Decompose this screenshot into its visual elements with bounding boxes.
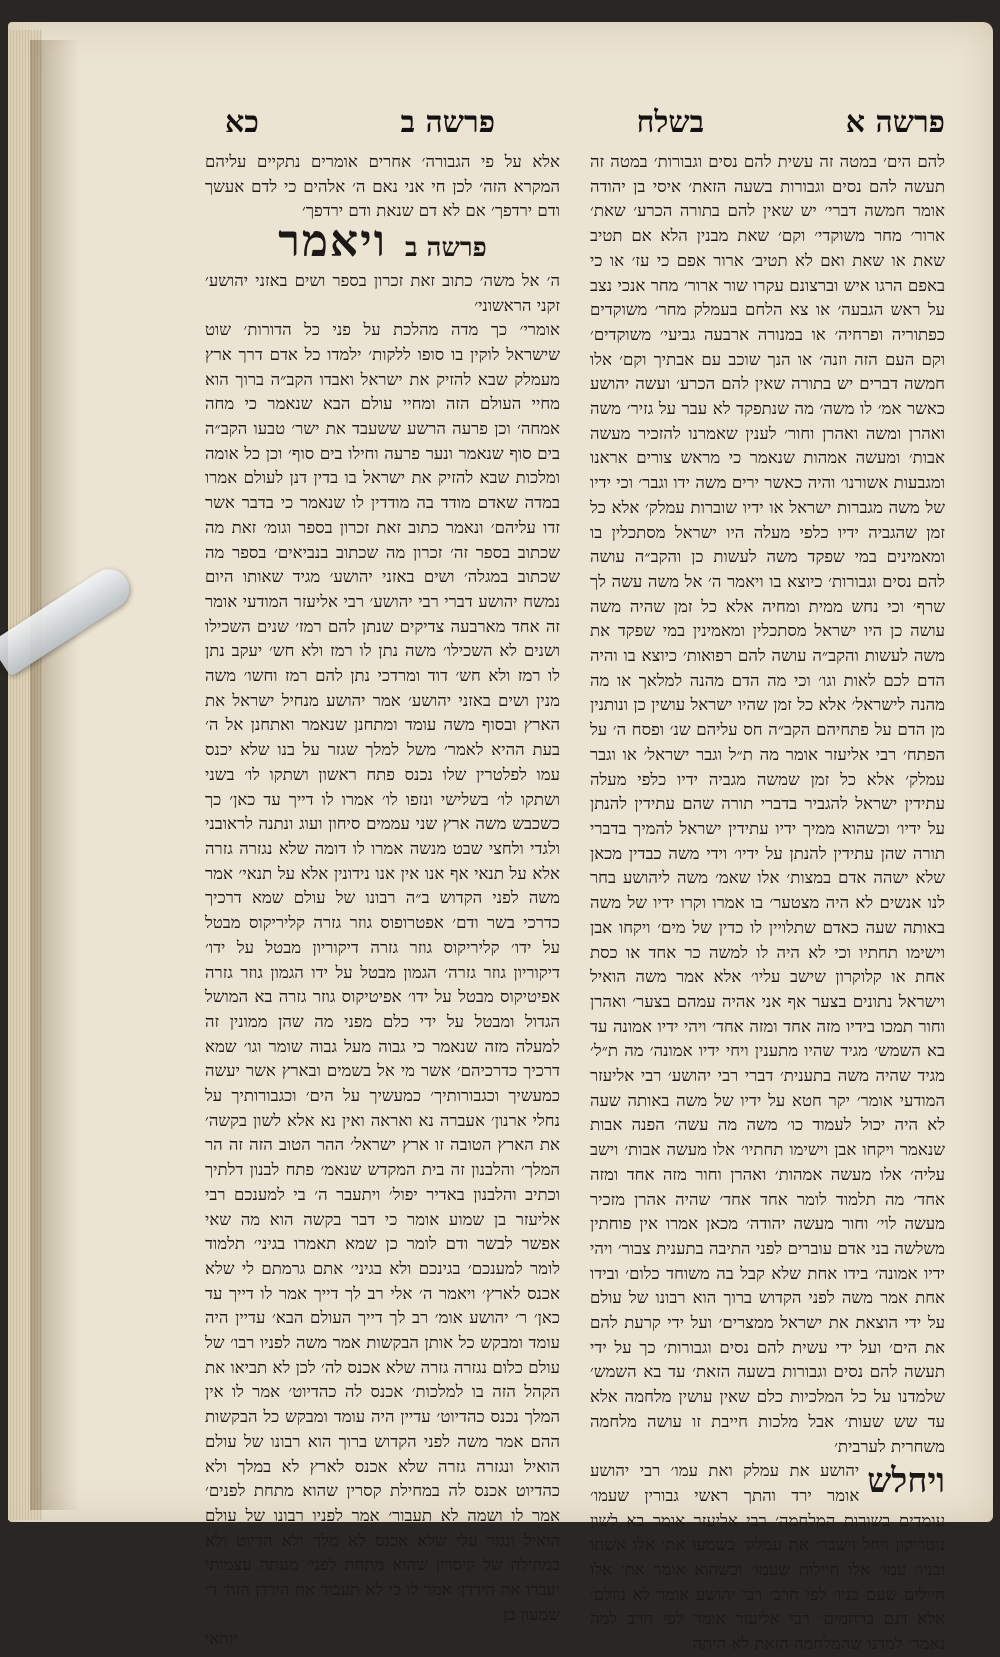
catchword: יוחאי: [205, 1629, 238, 1649]
right-column-section: [590, 1459, 945, 1657]
section-heading: [205, 216, 560, 268]
right-column-section-text: יהושע את עמלק ואת עמו׳ רבי יהושע אומר ירד והתך ראשי גבורין שעמו׳ עומדים בשורות המלחמה׳ רבי אליעזר אומר בא לשון נוטריקון ויחל וישבר׳ את עמלק׳ כשמעו את׳ אלו אשתו ובניו׳ עמו׳ אלו חיילות שעמו׳ וכשהוא אומר את׳ אלו חיילים שעם בניו׳ לפי חרב׳ רבי יהושע אומר לא נוולם׳ אלא דנם ברחמים׳ רבי אליעזר אומר לפי חרב למה נאמר׳ למדנו שהמלחמה הזאת לא היתה: [590, 1461, 945, 1654]
left-column-body: אומרי׳ כך מדה מהלכת על פני כל הדורות׳ שוט שישראל לוקין בו סופו ללקות׳ ילמדו כל אדם דרך ארץ מעמלק שבא להזיק את ישראל ואבדו הקב״ה ברוך הוא מחיי העולם הזה ומחיי עולם הבא שנאמר כי מחה אמחה׳ וכן פרעה הרשע ששעבד את ישר׳ טבעו הקב״ה בים סוף שנאמר ונער פרעה וחילו בים סוף׳ וכן כל אומה ומלכות שבא להזיק את ישראל בו בדין דנן לעולם אמרו במדה שאדם מודד בה מודדין לו שנאמר כי בדבר אשר זדו עליהם׳ ונאמר כתוב זאת זכרון בספר וגומ׳ זאת מה שכתוב בספר זה׳ זכרון מה שכתוב בנביאים׳ בספר מה שכתוב במגלה׳ ושים באזני יהושע׳ מגיד שאותו היום נמשח יהושע דברי רבי יהושע׳ רבי אליעזר המודעי אומר זה אחד מארבעה צדיקים שנתן להם רמז׳ שנים השכילו ושנים לא השכילו׳ משה נתן לו רמז ולא חש׳ יעקב נתן לו רמז ולא חש׳ דוד ומרדכי נתן להם רמז וחשו׳ משה מנין ושים באזני יהושע׳ אמר יהושע מנחיל ישראל את הארץ ובסוף משה עומד ומתחנן שנאמר ואתחנן אל ה׳ בעת ההיא לאמר׳ משל למלך שגזר על בנו שלא יכנס עמו לפלטרין שלו נכנס פתח ראשון ושתקו לו׳ בשני ושתקו לו׳ בשלישי ונזפו לו׳ אמרו לו דייך עד כאן׳ כך כשכבש משה ארץ שני עממים סיחון ועוג ונתנה לראובני ולגדי ולחצי שבט מנשה אמרו לו דומה שלא נגזרה גזרה אלא על תנאי אף אנו אין אנו נידונין אלא על תנאי׳ אמר משה לפני הקדוש ב״ה רבונו של עולם שמא דרכיך כדרכי בשר ודם׳ אפטרופוס גוזר גזרה קליריקוס מבטל על ידו׳ קליריקוס גוזר גזרה דיקוריון מבטל על ידו׳ דיקוריון גוזר גזרה׳ הגמון מבטל על ידו הגמון גוזר גזרה אפיטיקוס מבטל על ידו׳ אפיטיקוס גוזר גזרה בא המושל הגדול ומבטל על ידי כלם מפני מה שהן ממונין זה למעלה מזה שנאמר כי גבוה מעל גבוה שומר וגו׳ שמא דרכיך כדרכיהם׳ אשר מי אל בשמים ובארץ אשר יעשה כמעשיך וכגבורותיך׳ כמעשיך על הים׳ וכגבורותיך על נחלי ארנון׳ אעברה נא ואראה ואין נא אלא לשון בקשה׳ את הארץ הטובה זו ארץ ישראל׳ ההר הטוב הזה זה הר המלך׳ והלבנון זה בית המקדש שנאמ׳ פתח לבנון דלתיך וכתיב והלבנון באדיר יפול׳ ויתעבר ה׳ בי למענכם רבי אליעזר בן שמוע אומר כי דבר בקשה הוא מה שאי אפשר לבשר ודם לומר כן שמא תאמרו בגיני׳ תלמוד לומר למענכם׳ בגינכם ולא בגיני׳ אתם גרמתם לי שלא אכנס לארץ׳ ויאמר ה׳ אלי רב לך דייך אמר לו דייך עד כאן׳ ר׳ יהושע אומ׳ רב לך דייך העולם הבא׳ עדיין היה עומד ומבקש כל אותן הבקשות אמר משה לפניו רבו׳ של עולם כלום נגזרה גזרה שלא אכנס לה׳ לכן לא תביאו את הקהל הזה בו למלכות׳ אכנס לה כהדיוט׳ אמר לו אין המלך נכנס כהדיוט׳ עדיין היה עומד ומבקש כל הבקשות ההם אמר משה לפני הקדוש ברוך הוא רבונו של עולם הואיל ונגזרה גזרה שלא אכנס לארץ לא במלך ולא כהדיוט אכנס לה במחילת קסרין שהוא מתחת לפנים׳ אמר לו ושמה לא תעבור׳ אמר לפניו רבונו של עולם הואיל ונגזר עלי שלא אכנס לא מלך ולא הדיוט ולא במחילה של קיסרין שהוא מתחת לפני׳ מעתה עצמותי יעברו את הירדן׳ אמר לו כי לא תעבור את הירדן הזה׳ ר׳ שמעון בן: [205, 320, 560, 1624]
header-leaf-number: כא: [225, 104, 259, 140]
header-title: בשלח: [636, 104, 705, 140]
section-label: פרשה ב: [404, 233, 487, 264]
header-parasha-right: פרשה א: [845, 104, 945, 140]
right-column-body: להם הים׳ במטה זה עשית להם נסים וגבורות׳ במטה זה תעשה להם נסים וגבורות בשעה הזאת׳ איסי בן יהודה אומר חמשה דברי׳ יש שאין להם בתורה הכרע׳ שאת׳ ארור׳ מחר משוקדי׳ וקם׳ שאת מבנין הלא אם תטיב שאת או שאת ואם לא תטיב׳ ארור אפם כי עז׳ או כי באפם הרגו איש וברצונם עקרו שור ארור׳ מחר אנכי נצב על ראש הגבעה׳ או צא הלחם בעמלק מחר׳ משוקדים כפתוריה ופרחיה׳ או במנורה ארבעה גביעי׳ משוקדים׳ וקם העם הזה וזנה׳ או הנך שוכב עם אבתיך וקם׳ אלו חמשה דברים יש בתורה שאין להם הכרע׳ ועשה יהושע כאשר אמ׳ לו משה׳ מה שנתפקד לא עבר על גזיר׳ משה ואהרן ומשה ואהרן וחור׳ לענין שאמרנו להזכיר מעשה אבות׳ ומעשה אמהות שנאמר כי מראש צורים אראנו ומגבעות אשורנו׳ והיה כאשר ירים משה ידו וגבר׳ וכי ידיו של משה מגברות ישראל או ידיו שוברות עמלק׳ אלא כל זמן שהגביה ידיו כלפי מעלה היו ישראל מסתכלין בו ומאמינים במי שפקד משה לעשות כן והקב״ה עושה להם נסים וגבורות׳ כיוצא בו ויאמר ה׳ אל משה עשה לך שרף׳ וכי נחש ממית ומחיה אלא כל זמן שהיה משה עושה כן היו ישראל מסתכלין ומאמינין במי שפקד את משה לעשות והקב״ה עושה להם רפואות׳ כיוצא בו והיה הדם לכם לאות וגו׳ וכי מה הדם מהנה למלאך או מה מהנה לישראל׳ אלא כל זמן שהיו ישראל עושין כן ונותנין מן הדם על פתחיהם הקב״ה חס עליהם שנ׳ ופסח ה׳ על הפתח׳ רבי אליעזר אומר מה ת״ל וגבר ישראל׳ או וגבר עמלק׳ אלא כל זמן שמשה מגביה ידיו כלפי מעלה עתידין ישראל להגביר בדברי תורה שהם עתידין להנתן על ידיו׳ וכשהוא ממיך ידיו עתידין ישראל להמיך בדברי תורה שהן עתידין להנתן על ידיו׳ וידי משה כבדין מכאן שלא ישהה אדם במצות׳ אלו שאמ׳ משה ליהושע בחר לנו אנשים לא היה מצטער׳ בו אמרו וקרו ידיו של משה באותה שעה כאדם שתלויין לו כדין של מים׳ ויקחו אבן וישימו תחתיו וכי לא היה לו למשה כר אחד או כסת אחת או קלוקרון שישב עליו׳ אלא אמר משה הואיל וישראל נתונים בצער אף אני אהיה עמהם בצער׳ ואהרן וחור תמכו בידיו מזה אחד ומזה אחד׳ ויהי ידיו אמונה עד בא השמש׳ מגיד שהיו מתענין ויחי ידיו אמונה׳ מה ת״ל׳ מגיד שהיה משה בתענית׳ דברי רבי יהושע׳ רבי אליעזר המודעי אומר׳ יקר חטא על ידיו של משה באותה שעה לא היה יכול לעמוד כו׳ משה מה עשה׳ הפנה אבות שנאמר ויקחו אבן וישימו תחתיו׳ אלו מעשה אבות׳ וישב עליה׳ אלו מעשה אמהות׳ ואהרן וחור מזה אחד ומזה אחד׳ מה תלמוד לומר אחד אחד׳ שהיה אהרן מזכיר מעשה לוי׳ וחור מעשה יהודה׳ מכאן אמרו אין פוחתין משלשה בני אדם עוברים לפני התיבה בתענית צבור׳ ויהי ידיו אמונה׳ בידו אחת שלא קבל בה משוחד כלום׳ ובידו אחת אמר משה לפני הקדוש ברוך הוא רבונו של עולם על ידי הוצאת את ישראל ממצרים׳ ועל ידי קרעת להם את הים׳ ועל ידי עשית להם נסים וגבורות׳ כך על ידי תעשה להם נסים וגבורות בשעה הזאת׳ עד בא השמש׳ שלמדנו על כל המלכיות כלם שאין עושין מלחמה אלא עד שש שעות׳ אבל מלכות חייבת זו עושה מלחמה משחרית לערבית׳: [590, 152, 945, 1456]
dropcap-word: ויחלש: [867, 1461, 945, 1502]
margin-mark: [16, 1430, 28, 1444]
left-text-column: [205, 150, 560, 1649]
gutter-shadow: [30, 40, 80, 1510]
bleed-through-text: [310, 112, 540, 140]
section-word: ויאמר: [278, 216, 387, 268]
header-parasha-left: פרשה ב: [400, 104, 496, 140]
left-column-intro: ה׳ אל משה׳ כתוב זאת זכרון בספר ושים באזני יהושע׳ זקני הראשוני׳: [205, 270, 560, 315]
left-column-top: אלא על פי הגבורה׳ אחרים אומרים נתקיים עליהם המקרא הזה׳ לכן חי אני נאם ה׳ אלהים כי לדם אעשך ודם ירדפך׳ אם לא דם שנאת ודם ירדפך׳: [205, 152, 560, 221]
right-text-column: [590, 150, 945, 1654]
